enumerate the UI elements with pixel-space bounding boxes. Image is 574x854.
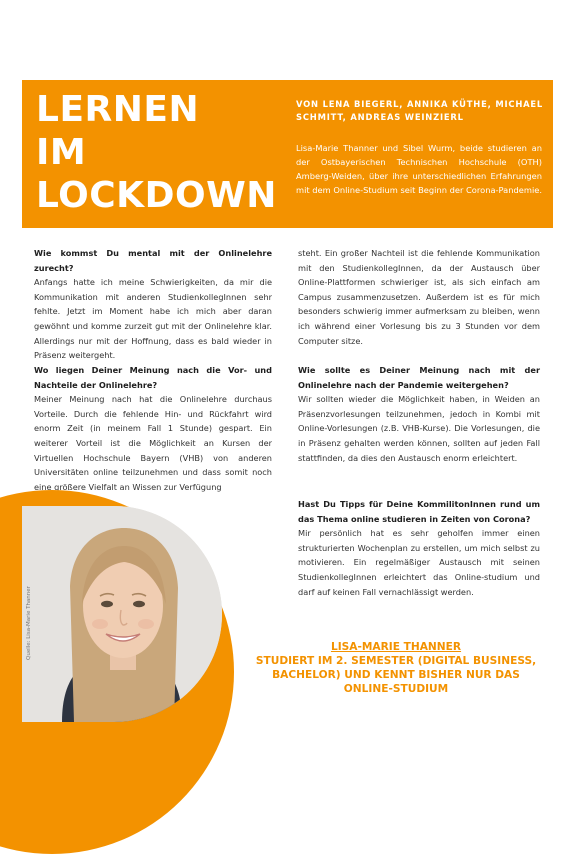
caption-name: LISA-MARIE THANNER bbox=[330, 641, 462, 653]
question-3: Wie sollte es Deiner Meinung nach mit der Onlinelehre nach der Pandemie weitergehen? bbox=[298, 365, 540, 390]
caption-line-2: BACHELOR) UND KENNT BISHER NUR DAS bbox=[272, 669, 520, 681]
interview-block-3 bbox=[298, 363, 540, 465]
question-1: Wie kommst Du mental mit der Onlinelehre zurecht? bbox=[34, 248, 272, 273]
interview-block-2-continued bbox=[298, 246, 540, 348]
article-title bbox=[36, 88, 277, 217]
caption-line-3: ONLINE-STUDIUM bbox=[343, 683, 449, 695]
interview-block-4 bbox=[298, 497, 540, 599]
interview-block-1 bbox=[34, 246, 272, 363]
answer-1: Anfangs hatte ich meine Schwierigkeiten, da mir die Kommunikation mit anderen StudienkollegInnen sehr fehlte. Jetzt im Moment habe ich mich aber daran gewöhnt und komme zurzeit gut mit der Onlinelehre klar. Allerdings nur mit der Hoffnung, dass es bald wieder in Präsenz weitergeht. bbox=[34, 277, 272, 361]
title-line-3: LOCKDOWN bbox=[36, 175, 277, 216]
title-line-1: LERNEN bbox=[36, 89, 200, 130]
title-line-2: IM bbox=[36, 132, 87, 173]
caption-line-1: STUDIERT IM 2. SEMESTER (DIGITAL BUSINESS, bbox=[255, 655, 537, 667]
answer-2-continued: steht. Ein großer Nachteil ist die fehlende Kommunikation mit den StudienkollegInnen, da der Austausch über Online-Plattformen schwieriger ist, als sich einfach am Campus zusammenzusetzen. Außerdem ist es für mich besonders schwierig immer aufmerksam zu bleiben, wenn ich während einer Vorlesung bis zu 3 Stunden vor dem Computer sitze. bbox=[298, 248, 540, 346]
photo-credit: Quelle: Lisa-Marie Thanner bbox=[26, 586, 32, 660]
photo-caption bbox=[246, 640, 546, 696]
answer-2: Meiner Meinung nach hat die Onlinelehre durchaus Vorteile. Durch die fehlende Hin- und Rückfahrt wird enorm Zeit (in meinem Fall 1 Stunde) gespart. Ein weiterer Vorteil ist die Möglichkeit an Kursen der Virtuellen Hochschule Bayern (VHB) von anderen Universitäten online teilzunehmen und dass somit noch eine größere Vielfalt an Wissen zur Verfügung bbox=[34, 394, 272, 492]
authors-byline: VON LENA BIEGERL, ANNIKA KÜTHE, MICHAEL SCHMITT, ANDREAS WEINZIERL bbox=[296, 99, 544, 122]
intro-text: Lisa-Marie Thanner und Sibel Wurm, beide studieren an der Ostbayerischen Technischen Hochschule (OTH) Amberg-Weiden, über ihre unterschiedlichen Erfahrungen mit dem Online-Studium seit Beginn der Corona-Pandemie. bbox=[296, 143, 543, 195]
answer-3: Wir sollten wieder die Möglichkeit haben, in Weiden an Präsenzvorlesungen teilzunehmen, jedoch in Kombi mit Online-Vorlesungen (z.B. VHB-Kurse). Die Vorlesungen, die in Präsenz gehalten werden können, sollten auf jeden Fall stattfinden, da dies den Austausch enorm erleichtert. bbox=[298, 394, 540, 463]
answer-4: Mir persönlich hat es sehr geholfen immer einen strukturierten Wochenplan zu erstellen, um mich selbst zu motivieren. Ein regelmäßiger Austausch mit seinen StudienkollegInnen erleichtert das Online-studium und darf auf keinen Fall vernachlässigt werden. bbox=[298, 528, 540, 597]
question-2: Wo liegen Deiner Meinung nach die Vor- und Nachteile der Onlinelehre? bbox=[34, 365, 272, 390]
question-4: Hast Du Tipps für Deine KommilitonInnen rund um das Thema online studieren in Zeiten von Corona? bbox=[298, 499, 540, 524]
interview-block-2 bbox=[34, 363, 272, 494]
